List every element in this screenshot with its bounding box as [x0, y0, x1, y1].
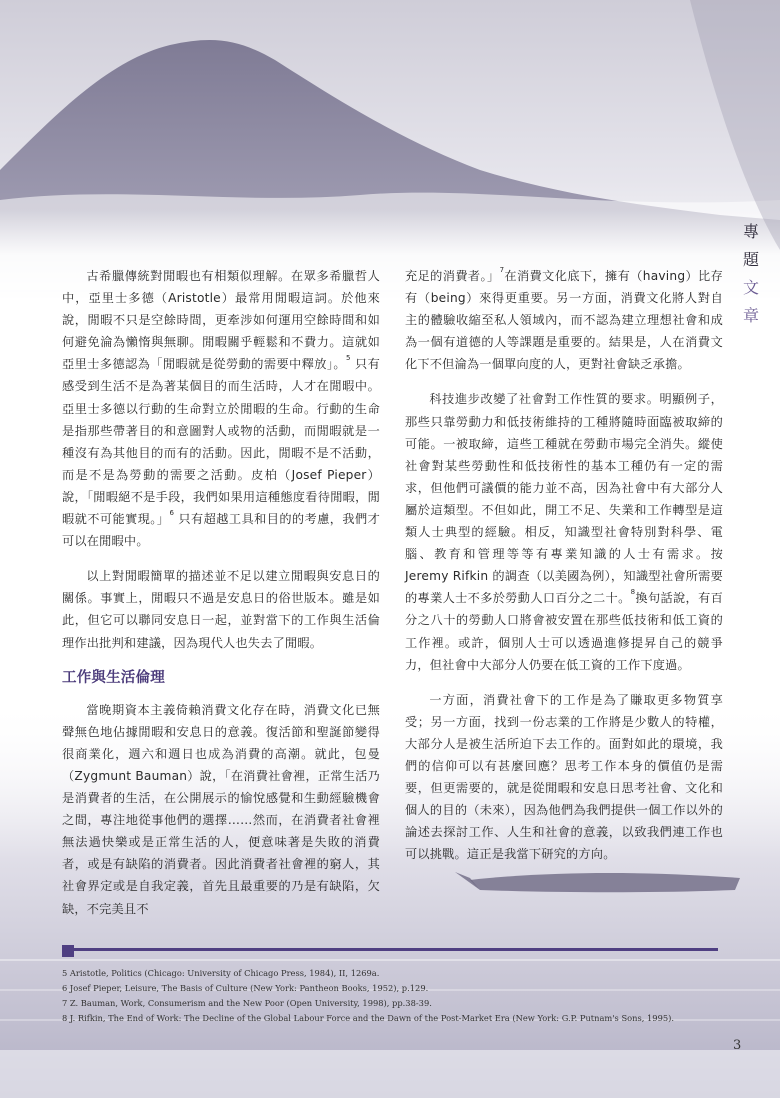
paragraph: [405, 265, 723, 375]
paragraph: 以上對閒暇簡單的描述並不足以建立閒暇與安息日的關係。事實上，閒暇只不過是安息日的俗世版本。雖是如此，但它可以聯同安息日一起，並對當下的工作與生活倫理作出批判和建議，因為現代人也失去了閒暇。: [62, 569, 380, 650]
footnote-ref: 5: [346, 354, 351, 363]
paragraph-text: 充足的消費者。」: [405, 269, 500, 283]
section-label: [738, 218, 764, 330]
section-heading: 工作與生活倫理: [62, 669, 165, 686]
paragraph-text: 換句話說，有百分之八十的勞動人口將會被安置在那些低技術和低工資的工作裡。或許，個別人士可以透過進修提昇自己的競爭力，但社會中大部分人仍要在低工資的工作下度過。: [405, 591, 723, 672]
footnote: 7 Z. Bauman, Work, Consumerism and the New Poor (Open University, 1998), pp.38-39.: [62, 998, 432, 1008]
section-label-char: 題: [742, 250, 759, 269]
page-number: 3: [733, 1038, 742, 1053]
paragraph: [405, 388, 723, 675]
paragraph-text: 只有超越工具和目的的考慮，我們才可以在閒暇中。: [62, 512, 381, 549]
paragraph-text: 在消費文化底下，擁有（having）比存有（being）來得更重要。另一方面，消費文化將人對自主的體驗收縮至私人領域內，而不認為建立理想社會和成為一個有道德的人等課題是重要的。結果是，人在消費文化下不但淪為一個單向度的人，更對社會缺乏承擔。: [405, 269, 723, 372]
paragraph: [62, 265, 380, 552]
paragraph-text: 只有感受到生活不是為著某個目的而生活時，人才在閒暇中。亞里士多德以行動的生命對立於閒暇的生命。行動的生命是指那些帶著目的和意圖對人或物的活動，而閒暇就是一種沒有為其他目的而有的活動。因此，閒暇不是不活動，而是不是為勞動的需要之活動。皮柏（Josef Pieper）說，「閒暇絕不是手段，我們如果用這種態度看待閒暇，閒暇就不可能實現。」: [62, 357, 381, 527]
paragraph: 當晚期資本主義倚賴消費文化存在時，消費文化已無聲無色地佔據閒暇和安息日的意義。復活節和聖誕節變得很商業化，週六和週日也成為消費的高潮。就此，包曼（Zygmunt Bauman）說，「在消費社會裡，正常生活乃是消費者的生活，在公開展示的愉悅感覺和生動經驗機會之間，專注地從事他們的選擇……然而，在消費者社會裡無法過快樂或是正常生活的人，便意味著是失敗的消費者，或是有缺陷的消費者。因此消費者社會裡的窮人，其社會界定或是自我定義，首先且最重要的乃是有缺陷，欠缺，不完美且不: [62, 702, 380, 916]
paragraph-text: 科技進步改變了社會對工作性質的要求。明顯例子，那些只靠勞動力和低技術維持的工種將隨時面臨被取締的可能。一被取締，這些工種就在勞動市場完全消失。縱使社會對某些勞動性和低技術性的基本工種仍有一定的需求，但他們可議價的能力並不高，因為社會中有大部分人屬於這類型。不但如此，開工不足、失業和工作轉型是這類人士典型的經驗。相反，知識型社會特別對科學、電腦、教育和管理等等有專業知識的人士有需求。按 Jeremy Rifkin 的調查（以美國為例），知識型社會所需要的專業人士不多於勞動人口百分之二十。: [405, 392, 723, 606]
left-column: [62, 265, 380, 933]
footnote-divider: [62, 948, 718, 951]
footnotes: [62, 966, 722, 1026]
footnote: 5 Aristotle, Politics (Chicago: University of Chicago Press, 1984), II, 1269a.: [62, 968, 380, 978]
section-label-char: 章: [742, 306, 759, 325]
right-column: [405, 265, 723, 878]
footnote-ref: 7: [499, 266, 505, 274]
footnote-divider-marker: [62, 945, 74, 957]
paragraph-text: 古希臘傳統對閒暇也有相類似理解。在眾多希臘哲人中，亞里士多德（Aristotle）最常用閒暇這詞。於他來說，閒暇不只是空餘時間，更牽涉如何運用空餘時間和如何避免淪為懶惰與無聊。閒暇關乎輕鬆和不費力。這就如亞里士多德認為「閒暇就是從勞動的需要中釋放」。: [62, 269, 380, 372]
footnote-ref: 6: [169, 509, 175, 518]
paragraph: 一方面，消費社會下的工作是為了賺取更多物質享受；另一方面，找到一份志業的工作將是少數人的特權，大部分人是被生活所迫下去工作的。面對如此的環境，我們的信仰可以有甚麼回應？思考工作本身的價值仍是需要，但更需要的，就是從閒暇和安息日思考社會、文化和個人的目的（未來），因為他們為我們提供一個工作以外的論述去探討工作、人生和社會的意義，以致我們連工作也可以挑戰。這正是我當下研究的方向。: [405, 692, 723, 862]
footnote: 6 Josef Pieper, Leisure, The Basis of Culture (New York: Pantheon Books, 1952), p.129.: [62, 983, 429, 993]
footnote-ref: 8: [630, 588, 636, 597]
footnote: 8 J. Rifkin, The End of Work: The Decline of the Global Labour Force and the Dawn of the Post-Market Era (New York: G.P. Putnam's Sons, 1995).: [62, 1013, 674, 1023]
section-label-char: 文: [742, 278, 759, 297]
section-label-char: 專: [742, 222, 759, 241]
